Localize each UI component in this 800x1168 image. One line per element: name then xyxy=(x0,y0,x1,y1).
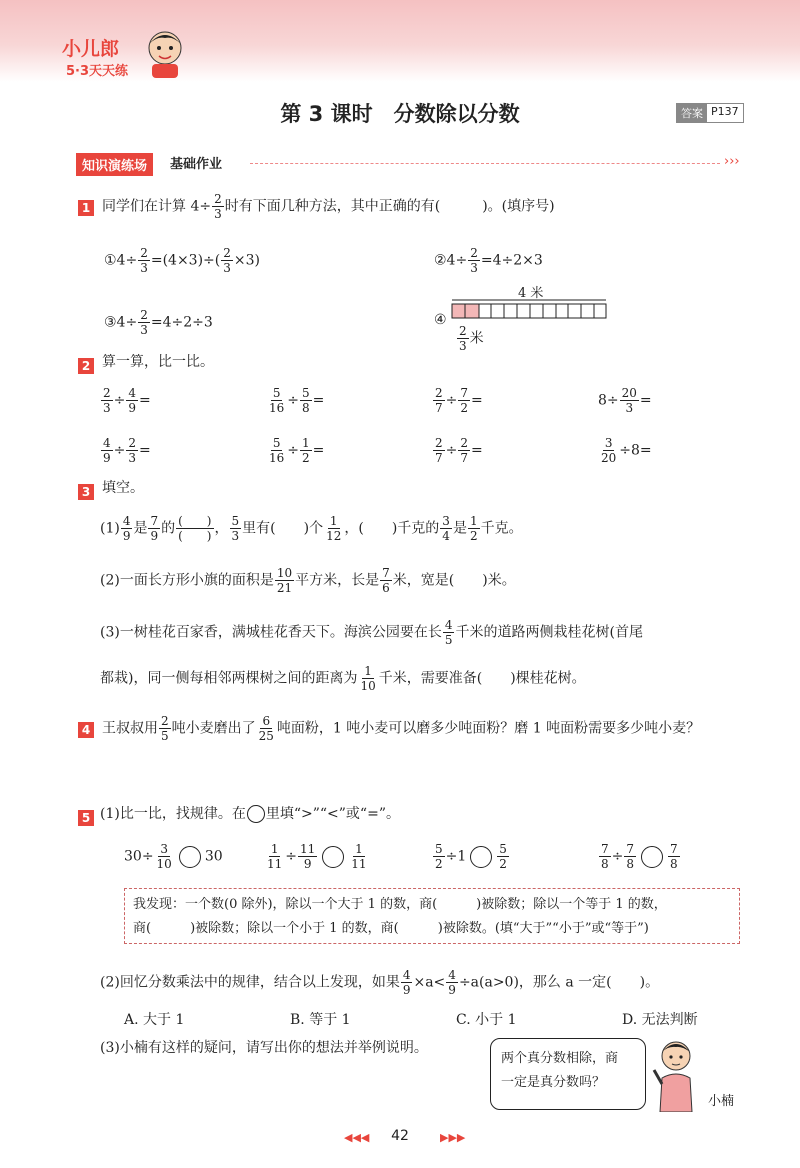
q1-option-3: ③4÷ $\frac{2}{3}$ =4÷2÷3 xyxy=(104,308,213,337)
q1-bar-bottom-label: $\frac{2}{3}$ 米 xyxy=(459,324,484,353)
choice-a[interactable]: A. 大于 1 xyxy=(124,1012,185,1028)
q2-item-8: $\frac{3}{20}$ ÷8= xyxy=(601,436,652,465)
q1-stem: 同学们在计算 4÷ $\frac{2}{3}$ 时有下面几种方法，其中正确的有( )。(填序号) xyxy=(102,192,555,221)
choice-d[interactable]: D. 无法判断 xyxy=(622,1012,698,1028)
q4-stem: 王叔叔用 $\frac{2}{5}$ 吨小麦磨出了 $\frac{6}{25}$ 吨面粉，1 吨小麦可以磨多少吨面粉？磨 1 吨面粉需要多少吨小麦？ xyxy=(102,714,701,743)
choice-c[interactable]: C. 小于 1 xyxy=(456,1012,517,1028)
q3-part-2: (2)一面长方形小旗的面积是 $\frac{10}{21}$ 平方米，长是 $\frac{7}{6}$ 米，宽是( )米。 xyxy=(100,566,516,595)
q5-compare-3: $\frac{5}{2}$ ÷1 $\frac{5}{2}$ xyxy=(435,842,507,871)
discovery-line-2: 商( )被除数；除以一个小于 1 的数，商( )被除数。(填“大于”“小于”或“等于”) xyxy=(133,921,649,936)
student-icon xyxy=(646,1036,706,1112)
bubble-line-1: 两个真分数相除，商 xyxy=(501,1051,619,1066)
section-sub: 基础作业 xyxy=(170,157,223,172)
q5-part-2: (2)回忆分数乘法中的规律，结合以上发现，如果 $\frac{4}{9}$ ×a< $\frac{4}{9}$ ÷a(a>0)，那么 a 一定( )。 xyxy=(100,968,660,997)
q2-item-5: $\frac{4}{9}$ ÷ $\frac{2}{3}$ = xyxy=(103,436,151,465)
page-next-arrows: ▶▶▶ xyxy=(440,1131,466,1144)
circle-icon xyxy=(247,805,265,823)
q2-title: 算一算，比一比。 xyxy=(102,354,214,370)
answer-page: P137 xyxy=(711,105,739,118)
q2-number: 2 xyxy=(78,358,94,374)
bubble-line-2: 一定是真分数吗？ xyxy=(501,1075,606,1090)
mascot-icon xyxy=(140,26,190,80)
answer-reference xyxy=(676,103,744,123)
q2-item-6: $\frac{5}{16}$ ÷ $\frac{1}{2}$ = xyxy=(269,436,325,465)
q5-compare-1: 30÷ $\frac{3}{10}$ 30 xyxy=(124,842,223,871)
q3-part-3-line1: (3)一树桂花百家香，满城桂花香天下。海滨公园要在长 $\frac{4}{5}$ 千米的道路两侧栽桂花树(首尾 xyxy=(100,618,643,647)
blank-circle[interactable] xyxy=(641,846,663,868)
answer-label: 答案 xyxy=(677,104,707,122)
brand-logo: 小儿郎 xyxy=(62,38,120,60)
speaker-name: 小楠 xyxy=(708,1094,735,1109)
q2-item-2: $\frac{5}{16}$ ÷ $\frac{5}{8}$ = xyxy=(269,386,325,415)
page-number: 42 xyxy=(391,1128,409,1144)
speech-bubble xyxy=(490,1038,646,1110)
lesson-title: 第 3 课时 分数除以分数 xyxy=(280,102,520,126)
discovery-box xyxy=(124,888,740,944)
q5-compare-4: $\frac{7}{8}$ ÷ $\frac{7}{8}$ $\frac{7}{8}$ xyxy=(601,842,678,871)
q1-option-4-label: ④ xyxy=(434,312,447,328)
q5-number: 5 xyxy=(78,810,94,826)
page-prev-arrows: ◀◀◀ xyxy=(344,1131,370,1144)
q3-number: 3 xyxy=(78,484,94,500)
q2-item-4: 8÷ $\frac{20}{3}$ = xyxy=(598,386,652,415)
q3-part-3-line2: 都栽)，同一侧每相邻两棵树之间的距离为 $\frac{1}{10}$ 千米，需要准备( )棵桂花树。 xyxy=(100,664,586,693)
q2-item-1: $\frac{2}{3}$ ÷ $\frac{4}{9}$ = xyxy=(103,386,151,415)
q5-part-3: (3)小楠有这样的疑问，请写出你的想法并举例说明。 xyxy=(100,1040,428,1056)
choice-b[interactable]: B. 等于 1 xyxy=(290,1012,351,1028)
q5-part-1: (1)比一比，找规律。在 里填“>”“<”或“=”。 xyxy=(100,806,400,822)
discovery-line-1: 我发现：一个数(0 除外)，除以一个大于 1 的数，商( )被除数；除以一个等于 1 的数， xyxy=(133,897,667,912)
blank-circle[interactable] xyxy=(322,846,344,868)
q1-number: 1 xyxy=(78,200,94,216)
q1-option-1: ①4÷ $\frac{2}{3}$ =(4×3)÷( $\frac{2}{3}$ ×3) xyxy=(104,246,260,275)
section-divider xyxy=(250,163,720,164)
q3-part-1: (1) $\frac{4}{9}$ 是 $\frac{7}{9}$ 的 ( ) ( ) ， $\frac{5}{3}$ 里有( )个 $\frac{1}{12}$ ，( )千克的 $\frac{3}{4}$ 是 $\frac{1}{2}$ 千克。 xyxy=(100,514,523,543)
q2-item-3: $\frac{2}{7}$ ÷ $\frac{7}{2}$ = xyxy=(435,386,483,415)
series-label: 5·3天天练 xyxy=(66,64,129,79)
q4-number: 4 xyxy=(78,722,94,738)
q2-item-7: $\frac{2}{7}$ ÷ $\frac{2}{7}$ = xyxy=(435,436,483,465)
q1-bar-diagram xyxy=(450,296,610,326)
section-label: 知识演练场 xyxy=(76,153,153,176)
blank-circle[interactable] xyxy=(470,846,492,868)
blank-circle[interactable] xyxy=(179,846,201,868)
q1-option-2: ②4÷ $\frac{2}{3}$ =4÷2×3 xyxy=(434,246,543,275)
q3-title: 填空。 xyxy=(102,480,144,496)
section-arrows: ››› xyxy=(724,154,740,169)
q5-compare-2: $\frac{1}{11}$ ÷ $\frac{11}{9}$ $\frac{1}{11}$ xyxy=(267,842,367,871)
q1-bar-top-label: 4 米 xyxy=(518,286,544,301)
